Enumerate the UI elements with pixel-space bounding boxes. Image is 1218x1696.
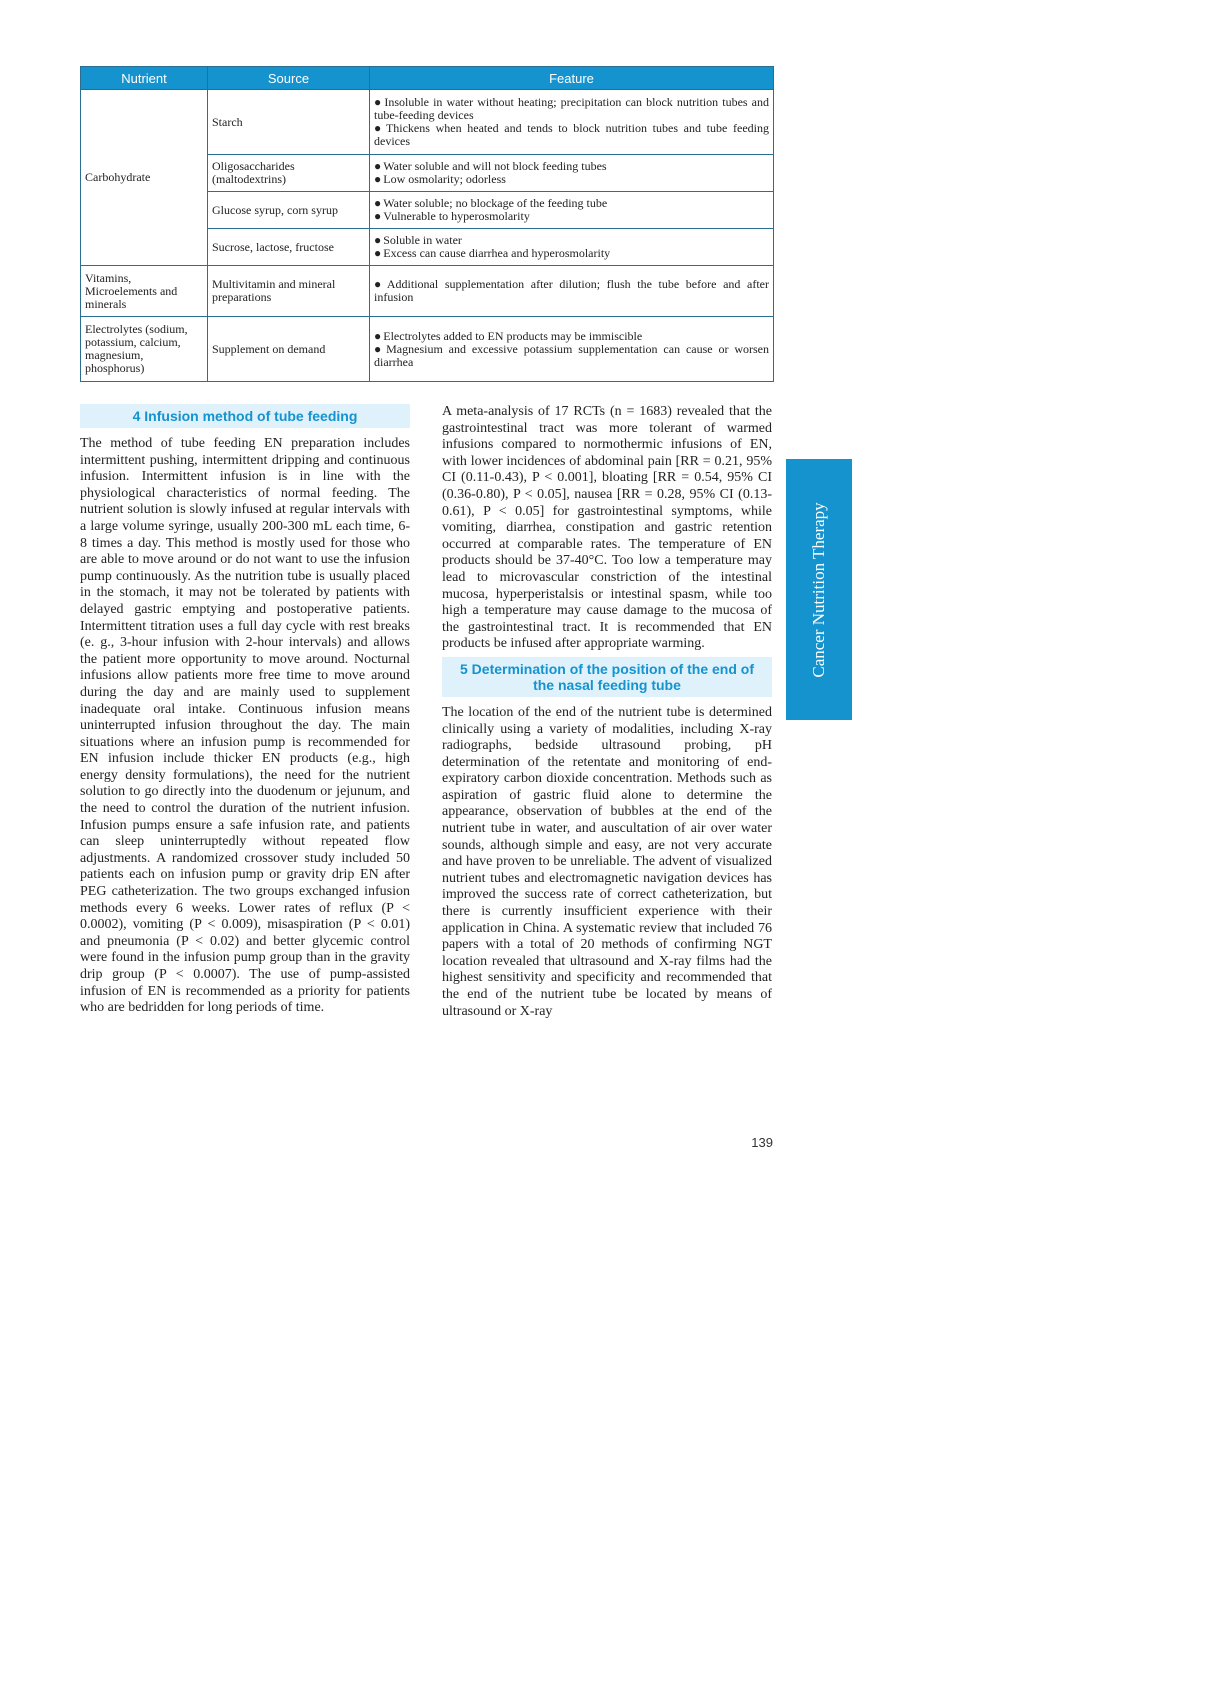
nutrient-cell: Vitamins, Microelements and minerals [81,266,208,317]
feature-cell [370,192,774,229]
feature-cell [370,90,774,155]
source-cell: Multivitamin and mineral preparations [208,266,370,317]
nutrient-table-container [80,66,773,382]
page-number: 139 [751,1135,773,1150]
section-5-heading: 5 Determination of the position of the end of the nasal feeding tube [442,657,772,697]
feature-cell [370,317,774,382]
meta-analysis-paragraph: A meta-analysis of 17 RCTs (n = 1683) revealed that the gastrointestinal tract was more tolerant of warmed infusions compared to normothermic infusions of EN, with lower incidences of abdominal pain [RR = 0.21, 95% CI (0.11-0.43), P < 0.001], bloating [RR = 0.54, 95% CI (0.36-0.80), P < 0.05], nausea [RR = 0.28, 95% CI (0.13-0.61), P < 0.05] for gastrointestinal symptoms, while vomiting, diarrhea, constipation and gastric retention occurred at comparable rates. The temperature of EN products should be 37-40°C. Too low a temperature may lead to microvascular constriction of the intestinal mucosa, hyperperistalsis or intestinal spasm, while too high a temperature may cause damage to the mucosa of the gastrointestinal tract. It is recommended that EN products be infused after appropriate warming. [442,404,772,652]
feature-item: ● Water soluble and will not block feeding tubes [374,160,769,173]
feature-item: ● Additional supplementation after dilution; flush the tube before and after infusion [374,278,769,304]
table-row [81,317,774,382]
left-column [80,404,410,1017]
header-source: Source [208,67,370,90]
feature-item: ● Water soluble; no blockage of the feeding tube [374,197,769,210]
table-header-row [81,67,774,90]
feature-item: ● Electrolytes added to EN products may be immiscible [374,330,769,343]
right-column [442,404,772,1020]
section-5-body: The location of the end of the nutrient tube is determined clinically using a variety of modalities, including X-ray radiographs, bedside ultrasound probing, pH determination of the retentate and monitoring of end-expiratory carbon dioxide concentration. Methods such as aspiration of gastric fluid alone to determine the appearance, observation of bubbles at the end of the nutrient tube in water, and auscultation of air over water sounds, although simple and easy, are not very accurate and have proven to be unreliable. The advent of visualized nutrient tubes and electromagnetic navigation devices has improved the success rate of correct catheterization, but there is currently insufficient experience with their application in China. A systematic review that included 76 papers with a total of 20 methods of confirming NGT location revealed that ultrasound and X-ray films had the highest sensitivity and specificity and recommended that the end of the nutrient tube be located by means of ultrasound or X-ray [442,704,772,1019]
source-cell: Supplement on demand [208,317,370,382]
feature-item: ● Excess can cause diarrhea and hyperosmolarity [374,247,769,260]
source-cell: Oligosaccharides (maltodextrins) [208,155,370,192]
section-4-body: The method of tube feeding EN preparation includes intermittent pushing, intermittent dripping and continuous infusion. Intermittent infusion is in line with the physiological characteristics of normal feeding. The nutrient solution is slowly infused at regular intervals with a large volume syringe, usually 200-300 mL each time, 6-8 times a day. This method is mostly used for those who are able to move around or do not want to use the infusion pump continuously. As the nutrition tube is usually placed in the stomach, it may not be tolerated by patients with delayed gastric emptying and postoperative patients. Intermittent titration uses a full day cycle with rest breaks (e. g., 3-hour infusion with 2-hour intervals) and allows the patient more opportunity to move around. Nocturnal infusions allow patients more free time to move around during the day and are mainly used to supplement inadequate oral intake. Continuous infusion means uninterrupted infusion throughout the day. The main situations where an infusion pump is recommended for EN infusion include thicker EN products (e.g., high energy density formulations), the need for the nutrient solution to go directly into the duodenum or jejunum, and the need to control the duration of the nutrient infusion. Infusion pumps ensure a safe infusion rate, and patients can sleep uninterruptedly without repeated flow adjustments. A randomized crossover study included 50 patients each on infusion pump or gravity drip EN after PEG catheterization. The two groups exchanged infusion methods every 6 weeks. Lower rates of reflux (P < 0.0002), vomiting (P < 0.009), misaspiration (P < 0.01) and pneumonia (P < 0.02) and better glycemic control were found in the infusion pump group than in the gravity drip group (P < 0.0007). The use of pump-assisted infusion of EN is recommended as a priority for patients who are bedridden for long periods of time. [80,436,410,1016]
feature-item: ● Low osmolarity; odorless [374,173,769,186]
nutrient-cell: Electrolytes (sodium, potassium, calcium, magnesium, phosphorus) [81,317,208,382]
feature-cell [370,155,774,192]
nutrient-table [80,66,774,382]
table-row [81,90,774,155]
table-row [81,266,774,317]
nutrient-cell: Carbohydrate [81,90,208,266]
feature-cell [370,266,774,317]
header-nutrient: Nutrient [81,67,208,90]
feature-cell [370,229,774,266]
section-4-heading: 4 Infusion method of tube feeding [80,404,410,428]
chapter-side-tab-label: Cancer Nutrition Therapy [809,501,828,678]
source-cell: Glucose syrup, corn syrup [208,192,370,229]
chapter-side-tab [786,459,852,720]
feature-item: ● Thickens when heated and tends to block nutrition tubes and tube feeding devices [374,122,769,148]
source-cell: Starch [208,90,370,155]
feature-item: ● Insoluble in water without heating; precipitation can block nutrition tubes and tube-feeding devices [374,96,769,122]
header-feature: Feature [370,67,774,90]
feature-item: ● Magnesium and excessive potassium supplementation can cause or worsen diarrhea [374,343,769,369]
feature-item: ● Soluble in water [374,234,769,247]
feature-item: ● Vulnerable to hyperosmolarity [374,210,769,223]
source-cell: Sucrose, lactose, fructose [208,229,370,266]
